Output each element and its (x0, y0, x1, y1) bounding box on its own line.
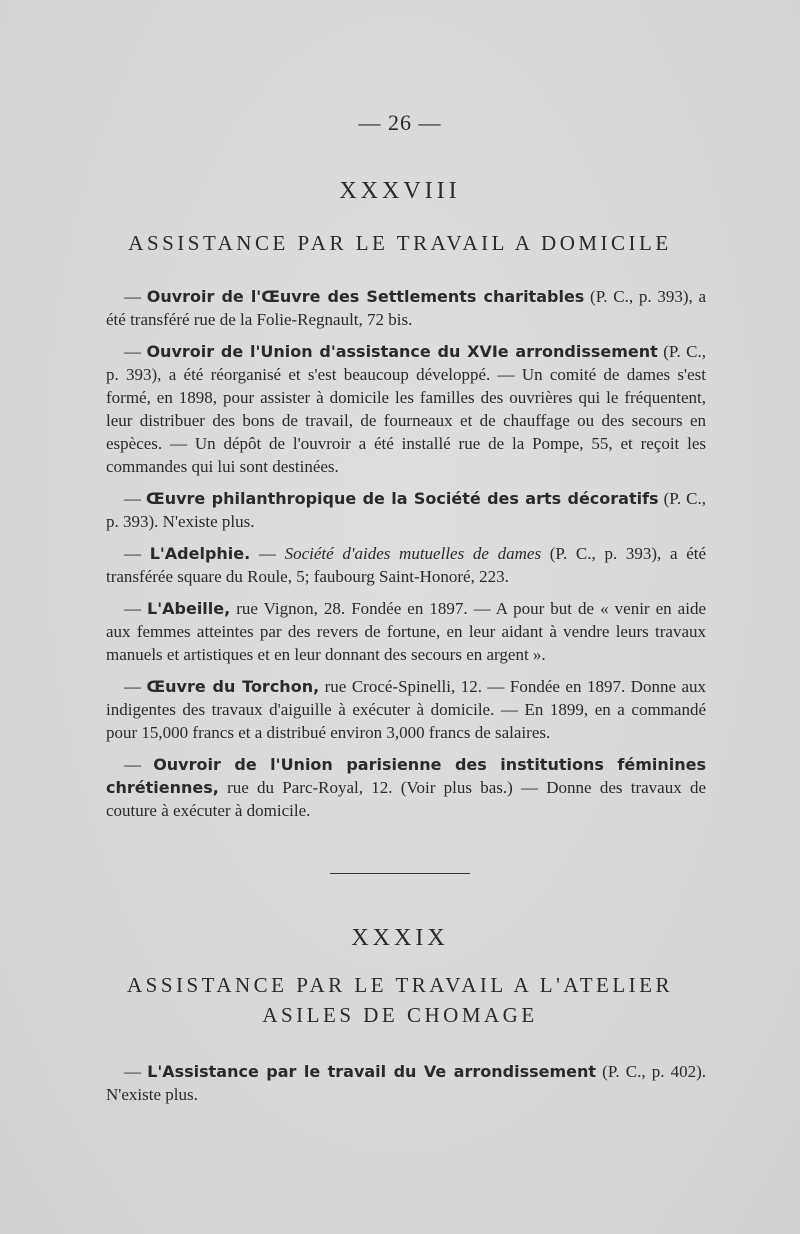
entry-text: rue du Parc-Royal, 12. (Voir plus bas.) — Donne des travaux de couture à exécuter à domicile. (106, 778, 706, 820)
entry-dash: — (124, 599, 148, 618)
entry-heading: Ouvroir de l'Union parisienne des institutions féminines chrétiennes, (106, 755, 707, 797)
section-number: XXXIX (351, 925, 449, 951)
section-divider (330, 873, 470, 874)
entry-heading: Œuvre philanthropique de la Société des arts décoratifs (146, 489, 659, 508)
entry-dash: — (124, 489, 147, 508)
entry-dash: — (124, 1062, 148, 1081)
entry-text: (P. C., p. 393). N'existe plus. (106, 489, 707, 531)
entry-separator: — (250, 544, 285, 563)
entry-paragraph (106, 597, 706, 666)
entry-heading: L'Abeille, (147, 599, 231, 618)
section-body (106, 1060, 706, 1115)
entry-paragraph (106, 1060, 706, 1106)
entry-paragraph (106, 285, 706, 331)
entry-dash: — (124, 677, 147, 696)
entry-paragraph (106, 753, 706, 822)
entry-text: (P. C., p. 393), a été transférée square du Roule, 5; faubourg Saint-Honoré, 223. (106, 544, 707, 586)
entry-text: rue Vignon, 28. Fondée en 1897. — A pour but de « venir en aide aux femmes atteintes par des revers de fortune, en leur aidant à vendre leurs travaux manuels et artistiques et en leur donnant des secours en argent ». (106, 599, 706, 664)
entry-text: (P. C., p. 393), a été réorganisé et s'est beaucoup développé. — Un comité de dames s'est formé, en 1898, pour assister à domicile les familles des ouvrières qui le fréquentent, leur distribuer des bons de travail, de fourneaux et de chauffage ou des secours en espèces. — Un dépôt de l'ouvroir a été installé rue de la Pompe, 55, et reçoit les commandes qui lui sont destinées. (106, 342, 706, 476)
entry-heading: Œuvre du Torchon, (146, 677, 320, 696)
section-title-line: ASILES DE CHOMAGE (262, 1003, 538, 1027)
entry-dash: — (124, 755, 154, 774)
entry-heading: Ouvroir de l'Union d'assistance du XVIe arrondissement (146, 342, 658, 361)
page-number: — 26 — (358, 110, 442, 135)
entry-dash: — (124, 544, 150, 563)
entry-heading: L'Adelphie. (149, 544, 251, 563)
section-title (0, 228, 800, 258)
entry-paragraph (106, 675, 706, 744)
entry-paragraph (106, 487, 706, 533)
entry-text: rue Crocé-Spinelli, 12. — Fondée en 1897. Donne aux indigentes des travaux d'aiguille à exécuter à domicile. — En 1899, en a commandé pour 15,000 francs et a distribué environ 3,000 francs de salaires. (106, 677, 707, 742)
entry-text: (P. C., p. 393), a été transféré rue de la Folie-Regnault, 72 bis. (106, 287, 707, 329)
entry-heading: Ouvroir de l'Œuvre des Settlements charitables (146, 287, 585, 306)
section-body (106, 285, 706, 831)
entry-italic: Société d'aides mutuelles de dames (284, 544, 542, 563)
entry-paragraph (106, 340, 706, 478)
section-title (0, 970, 800, 1030)
section-number: XXXVIII (339, 178, 461, 204)
entry-dash: — (124, 287, 147, 306)
entry-heading: L'Assistance par le travail du Ve arrondissement (147, 1062, 597, 1081)
entry-paragraph (106, 542, 706, 588)
section-title-line: ASSISTANCE PAR LE TRAVAIL A DOMICILE (128, 231, 672, 255)
entry-dash: — (124, 342, 147, 361)
entry-text: (P. C., p. 402). N'existe plus. (106, 1062, 707, 1104)
section-title-line: ASSISTANCE PAR LE TRAVAIL A L'ATELIER (126, 973, 674, 997)
